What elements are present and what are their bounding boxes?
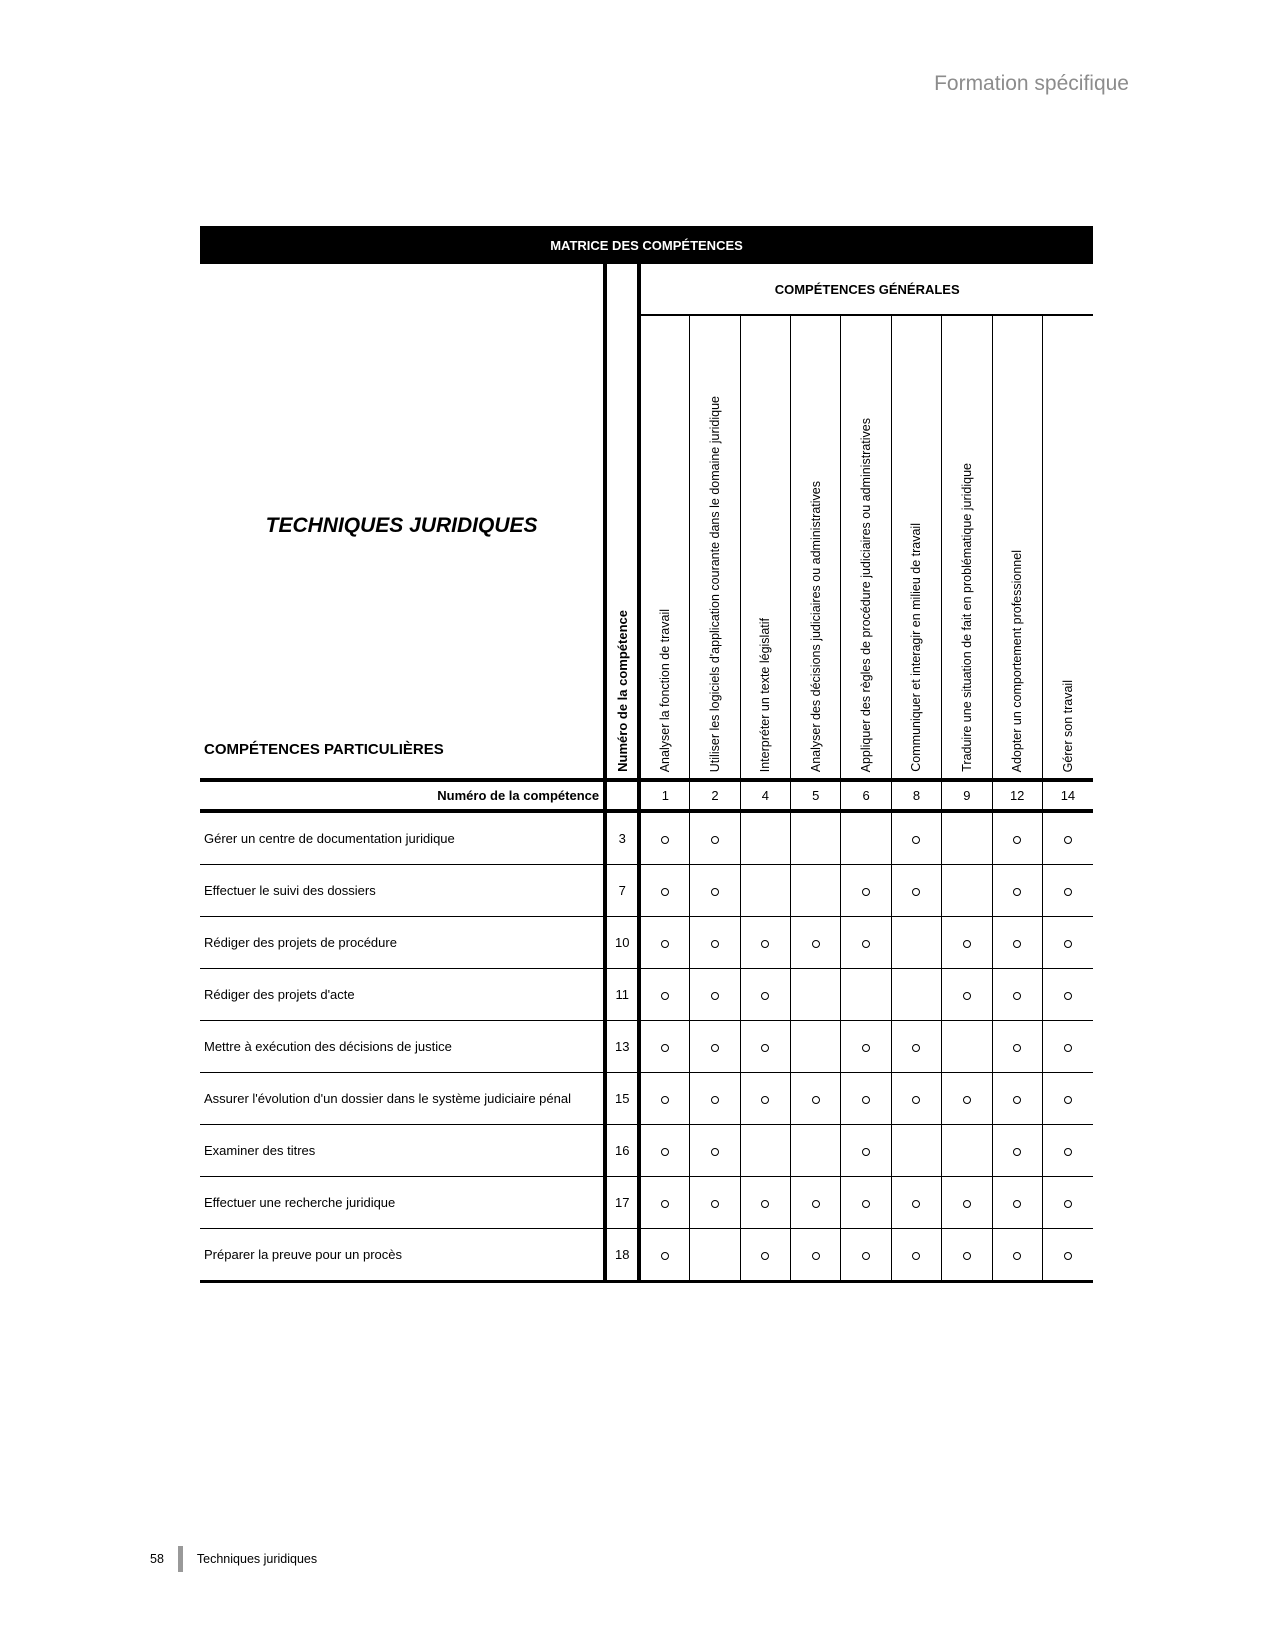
circle-mark-icon xyxy=(1064,1044,1072,1052)
particular-competency-number: 10 xyxy=(605,917,639,969)
circle-mark-icon xyxy=(963,992,971,1000)
circle-mark-icon xyxy=(1064,836,1072,844)
matrix-cell xyxy=(1042,865,1093,917)
general-competency-number: 5 xyxy=(791,780,841,811)
matrix-cell xyxy=(1042,1021,1093,1073)
circle-mark-icon xyxy=(862,1044,870,1052)
general-competency-number: 9 xyxy=(942,780,992,811)
page-footer xyxy=(150,1547,317,1571)
matrix-cell xyxy=(639,1177,689,1229)
circle-mark-icon xyxy=(661,1096,669,1104)
general-competency-header xyxy=(942,315,992,780)
page-number: 58 xyxy=(150,1552,164,1566)
table-row xyxy=(200,1073,1093,1125)
circle-mark-icon xyxy=(1064,1096,1072,1104)
particular-competencies-title: COMPÉTENCES PARTICULIÈRES xyxy=(204,741,444,758)
circle-mark-icon xyxy=(661,1252,669,1260)
circle-mark-icon xyxy=(661,992,669,1000)
number-column-label: Numéro de la compétence xyxy=(614,610,630,772)
particular-competency-number: 7 xyxy=(605,865,639,917)
circle-mark-icon xyxy=(1064,1252,1072,1260)
matrix-cell xyxy=(942,1125,992,1177)
matrix-cell xyxy=(690,969,740,1021)
matrix-cell xyxy=(841,969,891,1021)
circle-mark-icon xyxy=(661,888,669,896)
general-competency-header xyxy=(1042,315,1093,780)
matrix-cell xyxy=(992,917,1042,969)
table-row xyxy=(200,1125,1093,1177)
matrix-cell xyxy=(791,917,841,969)
matrix-cell xyxy=(841,1229,891,1282)
footer-divider xyxy=(178,1546,183,1572)
matrix-cell xyxy=(992,1073,1042,1125)
matrix-cell xyxy=(891,865,941,917)
matrix-cell xyxy=(690,811,740,865)
matrix-cell xyxy=(639,969,689,1021)
general-competency-number: 12 xyxy=(992,780,1042,811)
matrix-cell xyxy=(1042,1125,1093,1177)
circle-mark-icon xyxy=(1064,1200,1072,1208)
general-competencies-title: COMPÉTENCES GÉNÉRALES xyxy=(639,264,1093,315)
matrix-cell xyxy=(639,865,689,917)
table-row xyxy=(200,1021,1093,1073)
circle-mark-icon xyxy=(711,1044,719,1052)
particular-competency-label: Mettre à exécution des décisions de justice xyxy=(200,1021,605,1073)
general-competency-header xyxy=(639,315,689,780)
circle-mark-icon xyxy=(963,1252,971,1260)
circle-mark-icon xyxy=(711,1096,719,1104)
general-competency-label: Analyser la fonction de travail xyxy=(658,608,673,772)
circle-mark-icon xyxy=(1064,940,1072,948)
circle-mark-icon xyxy=(862,1252,870,1260)
program-name: TECHNIQUES JURIDIQUES xyxy=(265,514,538,537)
circle-mark-icon xyxy=(912,1252,920,1260)
circle-mark-icon xyxy=(862,1200,870,1208)
matrix-cell xyxy=(1042,969,1093,1021)
circle-mark-icon xyxy=(963,1096,971,1104)
general-competency-header xyxy=(690,315,740,780)
matrix-cell xyxy=(1042,811,1093,865)
matrix-cell xyxy=(841,1177,891,1229)
table-row xyxy=(200,1177,1093,1229)
matrix-cell xyxy=(891,811,941,865)
circle-mark-icon xyxy=(912,836,920,844)
matrix-cell xyxy=(992,1177,1042,1229)
particular-competency-number: 11 xyxy=(605,969,639,1021)
competency-matrix xyxy=(200,226,1093,1283)
matrix-cell xyxy=(639,1021,689,1073)
matrix-cell xyxy=(942,1073,992,1125)
circle-mark-icon xyxy=(912,1044,920,1052)
general-competency-number: 14 xyxy=(1042,780,1093,811)
table-row xyxy=(200,917,1093,969)
particular-competency-label: Effectuer le suivi des dossiers xyxy=(200,865,605,917)
table-row xyxy=(200,969,1093,1021)
circle-mark-icon xyxy=(661,1044,669,1052)
circle-mark-icon xyxy=(761,940,769,948)
matrix-cell xyxy=(841,1073,891,1125)
matrix-cell xyxy=(690,1229,740,1282)
matrix-cell xyxy=(891,1177,941,1229)
matrix-cell xyxy=(791,1177,841,1229)
matrix-cell xyxy=(639,1229,689,1282)
matrix-cell xyxy=(891,969,941,1021)
program-header-cell xyxy=(200,264,605,780)
circle-mark-icon xyxy=(862,1148,870,1156)
general-competency-label: Utiliser les logiciels d'application courante dans le domaine juridique xyxy=(707,395,722,772)
particular-competency-number: 3 xyxy=(605,811,639,865)
circle-mark-icon xyxy=(1013,1044,1021,1052)
general-competency-label: Analyser des décisions judiciaires ou administratives xyxy=(808,480,823,772)
circle-mark-icon xyxy=(862,940,870,948)
matrix-cell xyxy=(942,1229,992,1282)
general-competency-header xyxy=(841,315,891,780)
particular-competency-number: 16 xyxy=(605,1125,639,1177)
number-row-empty xyxy=(605,780,639,811)
matrix-cell xyxy=(942,811,992,865)
circle-mark-icon xyxy=(912,1200,920,1208)
table-row xyxy=(200,1229,1093,1282)
matrix-cell xyxy=(992,969,1042,1021)
matrix-cell xyxy=(891,917,941,969)
circle-mark-icon xyxy=(812,940,820,948)
matrix-cell xyxy=(740,1021,790,1073)
section-title: Formation spécifique xyxy=(934,72,1129,95)
circle-mark-icon xyxy=(761,1200,769,1208)
table-row xyxy=(200,865,1093,917)
general-competency-label: Appliquer des règles de procédure judiciaires ou administratives xyxy=(859,417,874,772)
matrix-cell xyxy=(791,1229,841,1282)
circle-mark-icon xyxy=(963,1200,971,1208)
general-competency-label: Adopter un comportement professionnel xyxy=(1010,549,1025,772)
general-competency-header xyxy=(992,315,1042,780)
footer-program: Techniques juridiques xyxy=(196,1552,318,1566)
circle-mark-icon xyxy=(711,888,719,896)
matrix-title: MATRICE DES COMPÉTENCES xyxy=(200,226,1093,264)
general-competency-number: 1 xyxy=(639,780,689,811)
particular-competency-number: 13 xyxy=(605,1021,639,1073)
matrix-cell xyxy=(992,1021,1042,1073)
number-row-label: Numéro de la compétence xyxy=(200,780,605,811)
matrix-cell xyxy=(740,811,790,865)
circle-mark-icon xyxy=(1013,1252,1021,1260)
general-competency-label: Traduire une situation de fait en problématique juridique xyxy=(959,463,974,772)
matrix-cell xyxy=(690,917,740,969)
particular-competency-number: 17 xyxy=(605,1177,639,1229)
circle-mark-icon xyxy=(1013,992,1021,1000)
particular-competency-label: Effectuer une recherche juridique xyxy=(200,1177,605,1229)
circle-mark-icon xyxy=(1064,992,1072,1000)
general-competency-label: Gérer son travail xyxy=(1060,679,1075,772)
general-competency-number: 8 xyxy=(891,780,941,811)
matrix-cell xyxy=(639,1073,689,1125)
circle-mark-icon xyxy=(761,992,769,1000)
matrix-cell xyxy=(690,1177,740,1229)
circle-mark-icon xyxy=(862,1096,870,1104)
matrix-table xyxy=(200,226,1093,1283)
matrix-cell xyxy=(1042,1177,1093,1229)
circle-mark-icon xyxy=(1013,1200,1021,1208)
circle-mark-icon xyxy=(661,1148,669,1156)
matrix-cell xyxy=(740,865,790,917)
circle-mark-icon xyxy=(711,940,719,948)
matrix-cell xyxy=(992,1229,1042,1282)
matrix-cell xyxy=(841,917,891,969)
matrix-cell xyxy=(942,1177,992,1229)
general-competency-label: Communiquer et interagir en milieu de travail xyxy=(909,523,924,772)
matrix-cell xyxy=(1042,1229,1093,1282)
matrix-cell xyxy=(791,1073,841,1125)
general-competency-number: 6 xyxy=(841,780,891,811)
matrix-cell xyxy=(639,1125,689,1177)
matrix-cell xyxy=(891,1073,941,1125)
matrix-cell xyxy=(891,1021,941,1073)
general-competency-label: Interpréter un texte législatif xyxy=(758,617,773,772)
circle-mark-icon xyxy=(1013,1148,1021,1156)
circle-mark-icon xyxy=(963,940,971,948)
number-column-header xyxy=(605,264,639,780)
matrix-cell xyxy=(791,1125,841,1177)
circle-mark-icon xyxy=(711,1200,719,1208)
matrix-cell xyxy=(992,1125,1042,1177)
matrix-cell xyxy=(841,865,891,917)
circle-mark-icon xyxy=(761,1096,769,1104)
circle-mark-icon xyxy=(862,888,870,896)
circle-mark-icon xyxy=(1013,888,1021,896)
matrix-cell xyxy=(740,969,790,1021)
circle-mark-icon xyxy=(812,1096,820,1104)
matrix-cell xyxy=(791,811,841,865)
particular-competency-label: Préparer la preuve pour un procès xyxy=(200,1229,605,1282)
matrix-cell xyxy=(942,969,992,1021)
general-competency-number: 4 xyxy=(740,780,790,811)
matrix-cell xyxy=(942,917,992,969)
matrix-cell xyxy=(841,811,891,865)
matrix-cell xyxy=(690,865,740,917)
matrix-cell xyxy=(942,865,992,917)
matrix-cell xyxy=(740,1125,790,1177)
matrix-cell xyxy=(740,1073,790,1125)
general-competency-header xyxy=(791,315,841,780)
particular-competency-label: Assurer l'évolution d'un dossier dans le système judiciaire pénal xyxy=(200,1073,605,1125)
matrix-cell xyxy=(1042,917,1093,969)
particular-competency-label: Rédiger des projets d'acte xyxy=(200,969,605,1021)
table-row xyxy=(200,811,1093,865)
matrix-cell xyxy=(740,1177,790,1229)
circle-mark-icon xyxy=(812,1200,820,1208)
matrix-cell xyxy=(690,1073,740,1125)
general-competency-header xyxy=(891,315,941,780)
circle-mark-icon xyxy=(661,836,669,844)
circle-mark-icon xyxy=(912,1096,920,1104)
circle-mark-icon xyxy=(1013,940,1021,948)
circle-mark-icon xyxy=(711,992,719,1000)
particular-competency-number: 15 xyxy=(605,1073,639,1125)
circle-mark-icon xyxy=(761,1044,769,1052)
general-competency-header xyxy=(740,315,790,780)
matrix-cell xyxy=(639,811,689,865)
matrix-cell xyxy=(891,1125,941,1177)
circle-mark-icon xyxy=(912,888,920,896)
circle-mark-icon xyxy=(661,940,669,948)
general-competency-number: 2 xyxy=(690,780,740,811)
circle-mark-icon xyxy=(1064,888,1072,896)
matrix-cell xyxy=(690,1021,740,1073)
matrix-cell xyxy=(791,969,841,1021)
matrix-cell xyxy=(1042,1073,1093,1125)
circle-mark-icon xyxy=(1013,836,1021,844)
circle-mark-icon xyxy=(761,1252,769,1260)
matrix-cell xyxy=(841,1125,891,1177)
circle-mark-icon xyxy=(812,1252,820,1260)
circle-mark-icon xyxy=(1064,1148,1072,1156)
particular-competency-number: 18 xyxy=(605,1229,639,1282)
circle-mark-icon xyxy=(1013,1096,1021,1104)
matrix-cell xyxy=(891,1229,941,1282)
matrix-cell xyxy=(992,865,1042,917)
matrix-cell xyxy=(740,1229,790,1282)
matrix-cell xyxy=(942,1021,992,1073)
matrix-cell xyxy=(841,1021,891,1073)
matrix-cell xyxy=(992,811,1042,865)
matrix-cell xyxy=(690,1125,740,1177)
matrix-cell xyxy=(639,917,689,969)
matrix-cell xyxy=(791,1021,841,1073)
circle-mark-icon xyxy=(661,1200,669,1208)
matrix-cell xyxy=(740,917,790,969)
particular-competency-label: Rédiger des projets de procédure xyxy=(200,917,605,969)
circle-mark-icon xyxy=(711,836,719,844)
particular-competency-label: Examiner des titres xyxy=(200,1125,605,1177)
particular-competency-label: Gérer un centre de documentation juridique xyxy=(200,811,605,865)
circle-mark-icon xyxy=(711,1148,719,1156)
matrix-cell xyxy=(791,865,841,917)
